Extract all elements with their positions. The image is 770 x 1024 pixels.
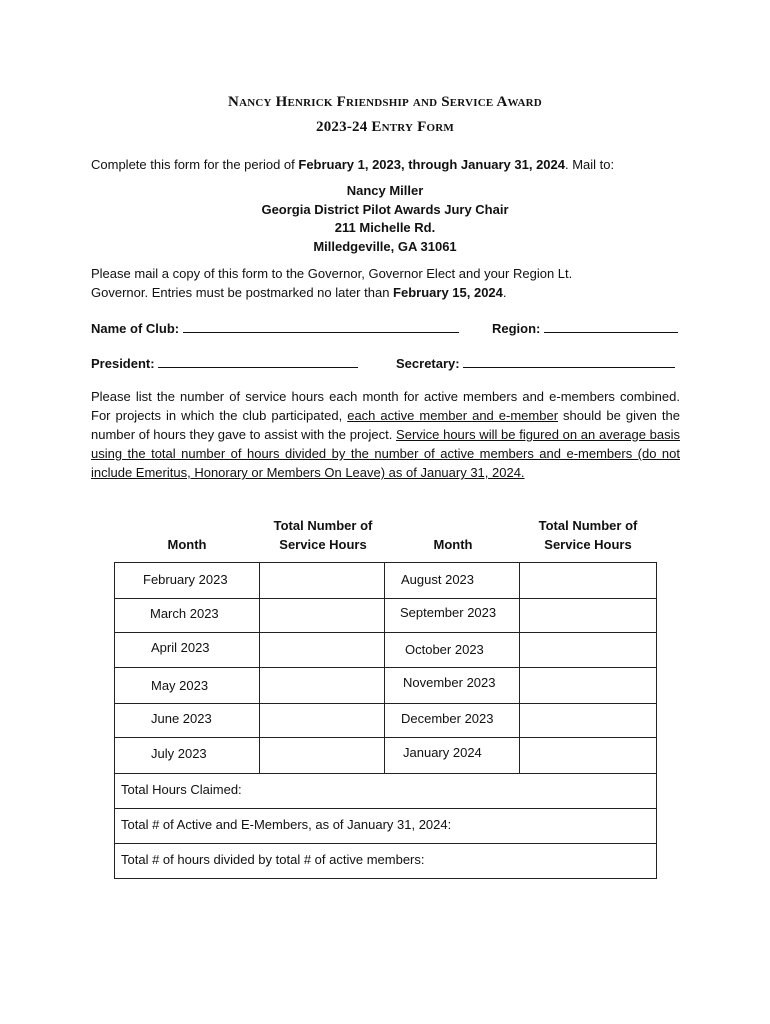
- mail-name: Nancy Miller: [346, 183, 424, 198]
- total-members-row[interactable]: Total # of Active and E-Members, as of January 31, 2024:: [121, 817, 452, 832]
- month-sep-2023: September 2023: [400, 605, 497, 620]
- total-hours-row[interactable]: Total Hours Claimed:: [121, 782, 242, 797]
- instructions-part2: should be given the number of hours they gave to assist with the project.: [91, 408, 681, 442]
- month-dec-2023: December 2023: [401, 711, 494, 726]
- average-row[interactable]: Total # of hours divided by total # of active members:: [121, 852, 425, 867]
- mail-position: Georgia District Pilot Awards Jury Chair: [261, 202, 509, 217]
- month-aug-2023: August 2023: [401, 572, 475, 587]
- award-period: February 1, 2023, through January 31, 2024: [298, 157, 565, 172]
- instructions-part1: Please list the number of service hours each month for active members and e-members combined. For projects in which the club participated,: [91, 389, 680, 423]
- deadline: February 15, 2024: [393, 285, 503, 300]
- month-oct-2023: October 2023: [405, 642, 484, 657]
- intro-prefix: Complete this form for the period of: [91, 157, 299, 172]
- instructions-underline2: Service hours will be figured on an average basis using the total number of hours divided by the number of active members and e-members (do not include Emeritus, Honorary or Members On Leave) as of January 31, 2024.: [91, 427, 680, 480]
- intro-suffix: . Mail to:: [565, 157, 615, 172]
- hours-input-apr-2023[interactable]: [260, 633, 384, 667]
- instructions-underline1: each active member and e-member: [347, 408, 559, 423]
- month-feb-2023: February 2023: [143, 572, 228, 587]
- mail-street: 211 Michelle Rd.: [334, 220, 436, 235]
- copy-note-line1: Please mail a copy of this form to the Governor, Governor Elect and your Region Lt.: [91, 266, 573, 281]
- month-jan-2024: January 2024: [403, 745, 482, 760]
- month-apr-2023: April 2023: [151, 640, 210, 655]
- month-jun-2023: June 2023: [151, 711, 212, 726]
- copy-note-suffix: .: [502, 285, 507, 300]
- month-may-2023: May 2023: [151, 678, 209, 693]
- hours-input-jan-2024[interactable]: [520, 738, 656, 773]
- month-jul-2023: July 2023: [151, 746, 207, 761]
- hours-input-jul-2023[interactable]: [260, 738, 384, 773]
- hours-input-mar-2023[interactable]: [260, 599, 384, 632]
- col-header-hours-left: Total Number of Service Hours: [273, 518, 373, 552]
- president-label: President:: [91, 356, 155, 371]
- form-subtitle: 2023-24 Entry Form: [316, 119, 454, 135]
- hours-input-nov-2023[interactable]: [520, 668, 656, 703]
- secretary-label: Secretary:: [396, 356, 460, 371]
- copy-note-prefix: Governor. Entries must be postmarked no later than: [91, 285, 394, 300]
- mail-city: Milledgeville, GA 31061: [313, 239, 457, 254]
- hours-input-aug-2023[interactable]: [520, 563, 656, 598]
- hours-input-feb-2023[interactable]: [260, 563, 384, 598]
- club-label: Name of Club:: [91, 321, 180, 336]
- hours-input-sep-2023[interactable]: [520, 599, 656, 632]
- month-mar-2023: March 2023: [150, 606, 219, 621]
- col-header-month-left: Month: [167, 537, 207, 552]
- month-nov-2023: November 2023: [403, 675, 496, 690]
- region-label: Region:: [492, 321, 541, 336]
- col-header-hours-right: Total Number of Service Hours: [538, 518, 638, 552]
- hours-input-oct-2023[interactable]: [520, 633, 656, 667]
- hours-input-dec-2023[interactable]: [520, 704, 656, 737]
- form-title: Nancy Henrick Friendship and Service Award: [228, 94, 542, 110]
- hours-input-jun-2023[interactable]: [260, 704, 384, 737]
- hours-input-may-2023[interactable]: [260, 668, 384, 703]
- col-header-month-right: Month: [433, 537, 473, 552]
